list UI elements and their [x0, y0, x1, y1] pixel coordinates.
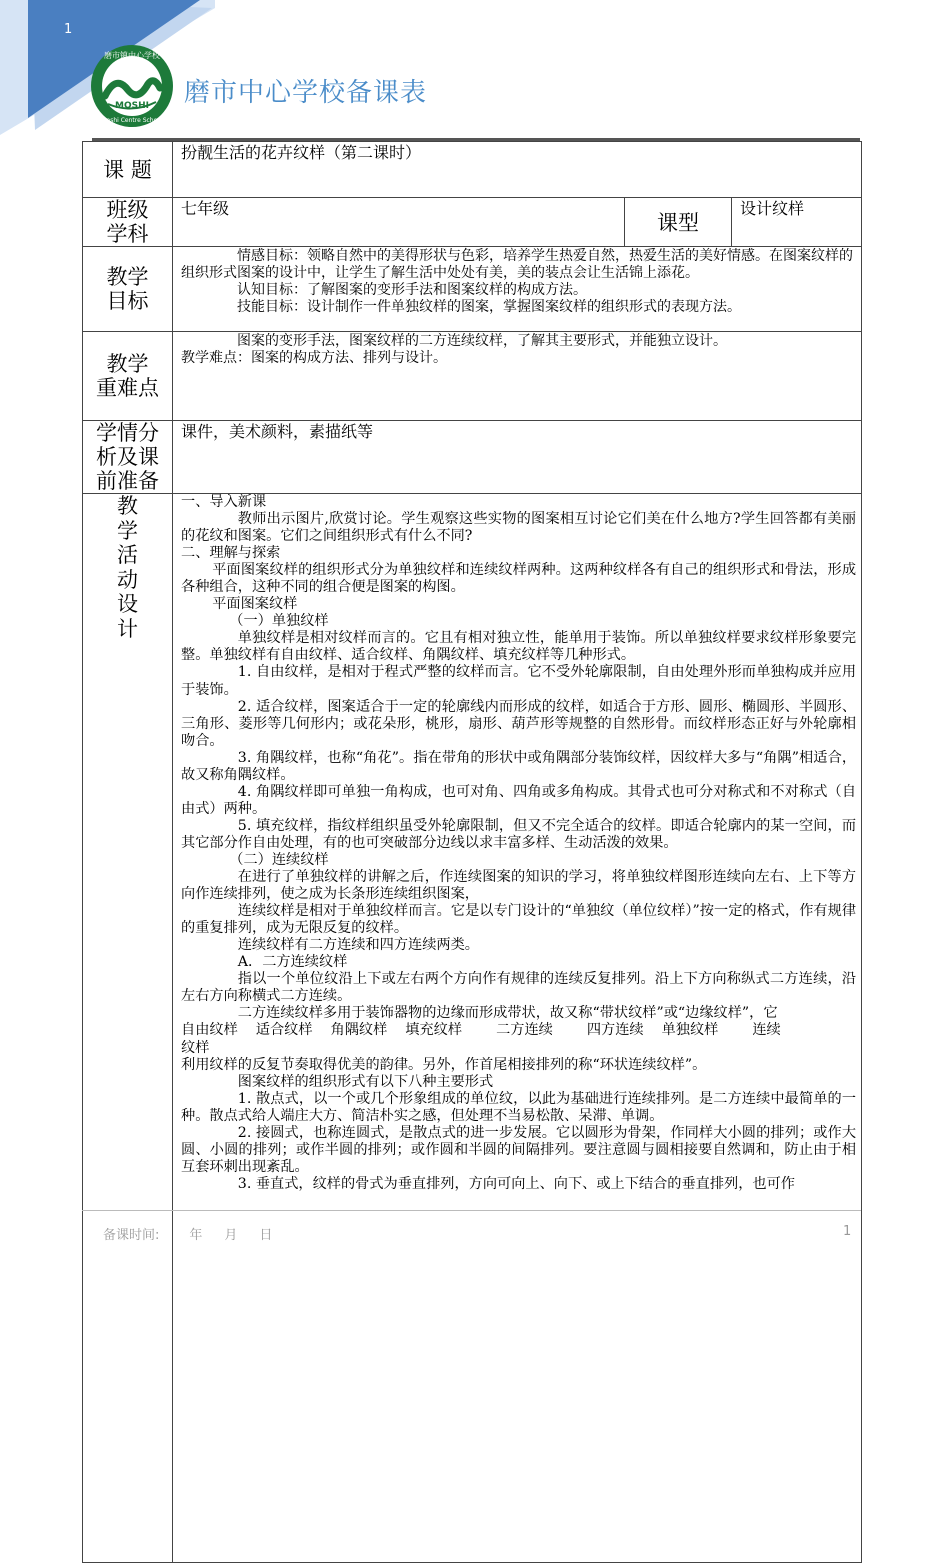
- activity-paragraph: 1. 散点式，以一个或几个形象组成的单位纹，以此为基础进行连续排列。是二方连续中最简单的一种。散点式给人端庄大方、简洁朴实之感，但处理不当易松散、呆滞、单调。: [181, 1090, 857, 1124]
- activity-paragraph: 连续纹样有二方连续和四方连续两类。: [237, 937, 479, 954]
- key-point-line: 图案的变形手法，图案纹样的二方连续纹样，了解其主要形式，并能独立设计。: [237, 333, 727, 349]
- class-value: 七年级: [173, 198, 625, 247]
- activity-paragraph: 平面图案纹样的组织形式分为单独纹样和连续纹样两种。这两种纹样各有自己的组织形式和骨法，形成各种组合，这种不同的组合便是图案的构图。: [181, 562, 857, 596]
- activity-paragraph: 二、理解与探索: [181, 545, 281, 562]
- pattern-label-wrap: 纹样: [181, 1039, 210, 1056]
- activity-paragraph: 3. 角隅纹样，也称“角花”。指在带角的形状中或角隅部分装饰纹样，因纹样大多与“角隅”相适合，故又称角隅纹样。: [181, 749, 857, 783]
- activity-paragraph: 利用纹样的反复节奏取得优美的韵律。另外，作首尾相接排列的称“环状连续纹样”。: [181, 1056, 707, 1073]
- preparation-value: 课件，美术颜料，素描纸等: [173, 421, 862, 494]
- activity-paragraph: A．二方连续纹样: [237, 954, 348, 971]
- pattern-label-two-way: 二方连续: [496, 1022, 553, 1039]
- activity-paragraph: 3. 垂直式，纹样的骨式为垂直排列，方向可向上、向下、或上下结合的垂直排列，也可作: [237, 1175, 795, 1192]
- prep-day: 日: [259, 1228, 273, 1243]
- activity-paragraph: 指以一个单位纹沿上下或左右两个方向作有规律的连续反复排列。沿上下方向称纵式二方连续，沿左右方向称横式二方连续。: [181, 971, 857, 1005]
- activity-paragraph: 在进行了单独纹样的讲解之后，作连续图案的知识的学习，将单独纹样图形连续向左右、上下等方向作连续排列，使之成为长条形连续组织图案，: [181, 869, 857, 903]
- activity-paragraph: 2. 适合纹样，图案适合于一定的轮廓线内而形成的纹样，如适合于方形、圆形、椭圆形、半圆形、三角形、菱形等几何形内；或花朵形，桃形，扇形、葫芦形等规整的自然形骨。而纹样形态正好与外轮廓相吻合。: [181, 698, 857, 749]
- logo-text-top: 磨市镇中心学校: [104, 51, 160, 60]
- class-label: 班级 学科: [83, 198, 173, 247]
- key-points-label: 教学 重难点: [83, 332, 173, 421]
- activity-paragraph: （二）连续纹样: [229, 851, 329, 868]
- pattern-label-corner: 角隅纹样: [330, 1022, 388, 1039]
- prep-year: 年: [189, 1228, 203, 1243]
- school-title: 磨市中心学校备课表: [184, 78, 428, 108]
- pattern-label-single: 单独纹样: [661, 1022, 719, 1039]
- pattern-type-row: [181, 1022, 856, 1056]
- type-label: 课型: [625, 198, 732, 247]
- activity-paragraph: 一、导入新课: [181, 494, 267, 510]
- activity-paragraph: 单独纹样是相对纹样而言的。它且有相对独立性，能单用于装饰。所以单独纹样要求纹样形象要完整。单独纹样有自由纹样、适合纹样、角隅纹样、填充纹样等几种形式。: [181, 630, 857, 664]
- lesson-plan-table: [82, 141, 862, 1563]
- logo-text-mid: MOSHI: [115, 101, 149, 111]
- activity-paragraph: 连续纹样是相对于单独纹样而言。它是以专门设计的“单独纹（单位纹样）”按一定的格式，作有规律的重复排列，成为无限反复的纹样。: [181, 903, 857, 937]
- activity-content: [173, 494, 862, 1563]
- activity-label: 教 学 活 动 设 计: [83, 494, 173, 1563]
- preparation-label: 学情分 析及课 前准备: [83, 421, 173, 494]
- key-points-content: [173, 332, 862, 421]
- goal-line-skill: 技能目标：设计制作一件单独纹样的图案，掌握图案纹样的组织形式的表现方法。: [237, 299, 741, 315]
- pattern-label-fill: 填充纹样: [405, 1022, 463, 1039]
- prep-time-label: 备课时间:: [103, 1228, 160, 1243]
- footer-page-number: 1: [843, 1224, 852, 1239]
- activity-paragraph: 1. 自由纹样，是相对于程式严整的纹样而言。它不受外轮廓限制，自由处理外形而单独构成并应用于装饰。: [181, 664, 857, 698]
- topic-label: 课 题: [83, 142, 173, 198]
- pattern-label-continuous: 连续: [752, 1022, 781, 1039]
- prep-month: 月: [224, 1228, 238, 1243]
- activity-paragraph: 平面图案纹样: [212, 596, 298, 613]
- pattern-label-fit: 适合纹样: [255, 1022, 313, 1039]
- goal-line-emotion: 情感目标：领略自然中的美得形状与色彩，培养学生热爱自然，热爱生活的美好情感。在图案纹样的组织形式图案的设计中，让学生了解生活中处处有美，美的装点会让生活锦上添花。: [181, 248, 853, 281]
- pattern-label-four-way: 四方连续: [586, 1022, 644, 1039]
- topic-value: 扮靓生活的花卉纹样（第二课时）: [173, 142, 862, 198]
- activity-paragraphs-continued: [181, 1057, 856, 1193]
- activity-paragraph: 图案纹样的组织形式有以下八种主要形式: [237, 1073, 494, 1090]
- logo-text-ring: Moshi Centre School: [101, 117, 163, 124]
- activity-paragraph: 教师出示图片,欣赏讨论。学生观察这些实物的图案相互讨论它们美在什么地方?学生回答都有美丽的花纹和图案。它们之间组织形式有什么不同?: [181, 511, 857, 545]
- school-logo-icon: [90, 44, 174, 128]
- corner-page-number: 1: [64, 22, 73, 37]
- type-value: 设计纹样: [732, 198, 862, 247]
- goal-label: 教学 目标: [83, 247, 173, 332]
- activity-paragraph: 二方连续纹样多用于装饰器物的边缘而形成带状，故又称“带状纹样”或“边缘纹样”，它: [237, 1005, 778, 1022]
- footer-rule: [82, 1210, 861, 1211]
- activity-paragraph: （一）单独纹样: [229, 613, 329, 630]
- key-difficulty-line: 教学难点：图案的构成方法、排列与设计。: [181, 350, 447, 366]
- pattern-label-free: 自由纹样: [181, 1022, 238, 1039]
- prep-time: [103, 1224, 294, 1243]
- goal-content: [173, 247, 862, 332]
- activity-paragraph: 2. 接圆式，也称连圆式，是散点式的进一步发展。它以圆形为骨架，作同样大小圆的排列；或作大圆、小圆的排列；或作半圆的排列；或作圆和半圆的间隔排列。要注意圆与圆相接要自然调和，防止由于相互套环刺出现紊乱。: [181, 1124, 857, 1175]
- activity-paragraph: 5. 填充纹样，指纹样组织虽受外轮廓限制，但又不完全适合的纹样。即适合轮廓内的某一空间，而其它部分作自由处理，有的也可突破部分边线以求丰富多样、生动活泼的效果。: [181, 817, 857, 851]
- goal-line-cognitive: 认知目标：了解图案的变形手法和图案纹样的构成方法。: [237, 282, 587, 298]
- activity-paragraph: 4. 角隅纹样即可单独一角构成，也可对角、四角或多角构成。其骨式也可分对称式和不对称式（自由式）两种。: [181, 783, 857, 817]
- activity-paragraphs: [181, 494, 856, 1022]
